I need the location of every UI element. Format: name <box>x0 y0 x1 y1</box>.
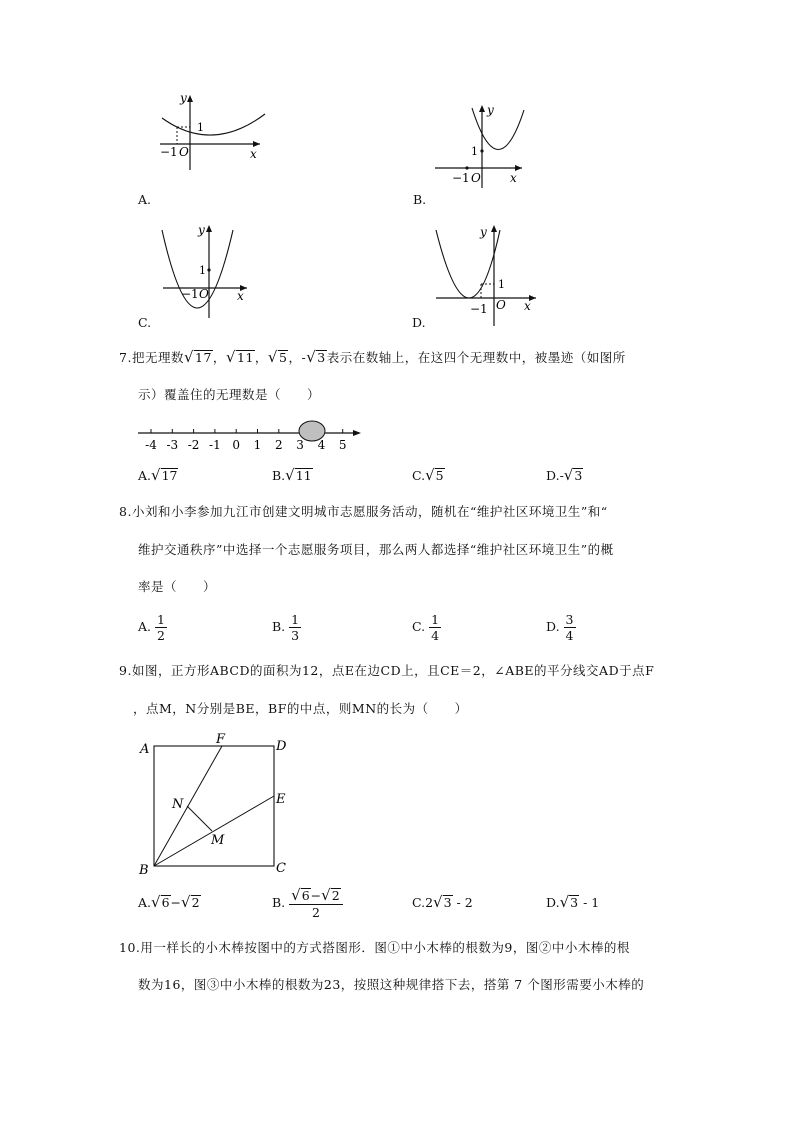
q9-option-b-fraction <box>289 886 343 920</box>
q7-option-a-label: A. <box>138 468 152 483</box>
sqrt-icon <box>321 888 331 903</box>
tick-label: -1 <box>209 438 221 452</box>
graph-c-y-label: y <box>198 223 205 237</box>
q7-option-b[interactable] <box>272 468 313 483</box>
sqrt-icon <box>226 350 236 365</box>
denominator: 4 <box>431 628 440 643</box>
q10-line2: 数为16，图③中小木棒的根数为23，按照这种规律搭下去，搭第 7 个图形需要小木棒的 <box>138 977 645 992</box>
graph-a <box>150 92 280 172</box>
graph-d <box>428 222 543 328</box>
q7-option-c[interactable] <box>412 468 445 483</box>
q8-line2: 维护交通秩序”中选择一个志愿服务项目，那么两人都选择“维护社区环境卫生”的概 <box>138 542 614 557</box>
q7-number-line <box>136 418 366 456</box>
graph-b-y-label: y <box>487 103 494 117</box>
sqrt-icon <box>291 888 301 903</box>
q9-line1 <box>119 665 654 678</box>
q9-line2: ，点M，N分别是BE，BF的中点，则MN的长为（ ） <box>133 701 468 716</box>
tick-label: 1 <box>253 438 262 452</box>
q9-option-c-tail: - 2 <box>456 895 473 910</box>
q9-option-c-radicand: 3 <box>443 895 452 910</box>
q9-option-b-minus: − <box>310 888 322 903</box>
graph-b-origin: O <box>471 171 481 185</box>
tick-label: 3 <box>296 438 304 452</box>
q8-option-c-label: C. <box>412 619 426 634</box>
denominator: 2 <box>157 628 165 643</box>
graph-b-neg1: −1 <box>452 171 470 185</box>
sqrt-icon <box>184 350 194 365</box>
graph-c-origin: O <box>199 287 209 301</box>
sqrt-icon <box>268 350 278 365</box>
graph-a-y-label: y <box>180 92 187 105</box>
point-c: C <box>276 861 286 876</box>
graph-c-neg1: −1 <box>181 287 199 301</box>
point-e: E <box>276 792 286 807</box>
numerator: 1 <box>157 612 165 627</box>
sqrt-icon <box>425 468 435 483</box>
sqrt-icon <box>433 895 443 910</box>
q7-line1 <box>119 350 626 365</box>
q8-option-d-label: D. <box>546 619 560 634</box>
q8-option-b-fraction <box>289 612 301 643</box>
graph-d-origin: O <box>496 298 506 312</box>
graph-b-one: 1 <box>471 145 478 158</box>
q9-number: 9. <box>119 663 132 678</box>
q7-neg: - <box>301 350 307 365</box>
graph-c <box>155 222 255 328</box>
q8-option-c-fraction <box>429 612 441 643</box>
graph-b <box>430 100 540 190</box>
q9-option-b[interactable] <box>272 886 343 920</box>
q7-option-c-radicand: 5 <box>435 468 444 483</box>
q9-option-a-radicand-1: 6 <box>161 895 170 910</box>
tick-label: -3 <box>166 438 179 452</box>
tick-label: 5 <box>338 438 347 452</box>
q8-option-c[interactable] <box>412 612 441 643</box>
sqrt-icon <box>285 468 295 483</box>
tick-label: -2 <box>187 438 200 452</box>
q9-option-a-radicand-2: 2 <box>191 895 200 910</box>
q7-option-a-radicand: 17 <box>161 468 178 483</box>
q7-radicand-4: 3 <box>317 350 326 365</box>
q9-option-c-label: C. <box>412 895 426 910</box>
graph-a-x-label: x <box>250 147 257 161</box>
sqrt-icon <box>151 468 161 483</box>
q7-option-b-radicand: 11 <box>295 468 312 483</box>
q9-option-b-radicand-1: 6 <box>301 888 310 903</box>
graph-d-neg1: −1 <box>470 302 488 316</box>
q7-prefix: 把无理数 <box>131 350 184 365</box>
q8-option-b[interactable] <box>272 612 301 643</box>
sqrt-icon <box>306 350 316 365</box>
tick-label: 0 <box>232 438 241 452</box>
graph-a-neg1: −1 <box>160 145 178 159</box>
q8-line1 <box>119 506 608 519</box>
q7-option-b-label: B. <box>272 468 286 483</box>
numerator <box>289 886 343 905</box>
sqrt-icon <box>181 895 191 910</box>
denominator: 2 <box>311 905 320 920</box>
q9-option-b-radicand-2: 2 <box>331 888 340 903</box>
q9-square-figure <box>135 730 295 876</box>
graph-a-one: 1 <box>197 121 204 134</box>
q8-option-b-label: B. <box>272 619 286 634</box>
graph-d-option-label: D. <box>412 315 426 330</box>
q9-option-d-radicand: 3 <box>570 895 579 910</box>
q9-option-a[interactable] <box>138 895 201 910</box>
denominator: 3 <box>291 628 300 643</box>
tick-label: 2 <box>274 438 283 452</box>
tick-label: -4 <box>145 438 157 452</box>
q7-radicand-1: 17 <box>195 350 212 365</box>
sqrt-icon <box>560 895 570 910</box>
q7-option-a[interactable] <box>138 468 178 483</box>
q7-sep-3: ， <box>288 350 302 365</box>
q8-line3: 率是（ ） <box>138 579 217 594</box>
graph-a-origin: O <box>179 145 189 159</box>
graph-a-option-label: A. <box>138 192 152 207</box>
graph-c-one: 1 <box>199 264 206 277</box>
q8-number: 8. <box>119 504 132 519</box>
graph-d-one: 1 <box>498 278 505 291</box>
q9-option-c-coef: 2 <box>425 895 434 910</box>
graph-d-x-label: x <box>524 299 531 313</box>
q9-option-c[interactable] <box>412 895 473 910</box>
tick-label: 4 <box>317 438 326 452</box>
q9-line1-text: 如图，正方形ABCD的面积为12，点E在边CD上，且CE＝2，∠ABE的平分线交AD于点F <box>131 663 655 678</box>
q7-radicand-2: 11 <box>237 350 254 365</box>
q7-number: 7. <box>119 350 132 365</box>
q9-option-d-label: D. <box>546 895 560 910</box>
q7-option-d-label: D. <box>546 468 560 483</box>
point-f: F <box>216 732 226 747</box>
q9-option-a-label: A. <box>138 895 152 910</box>
q9-option-a-minus: − <box>170 895 182 910</box>
q7-radicand-3: 5 <box>278 350 288 365</box>
q7-line2: 示）覆盖住的无理数是（ ） <box>138 387 321 402</box>
numerator: 3 <box>565 612 574 627</box>
point-d: D <box>276 739 287 754</box>
point-b: B <box>139 863 149 876</box>
point-m: M <box>211 833 225 848</box>
q7-option-d[interactable] <box>546 468 583 483</box>
q7-option-c-label: C. <box>412 468 426 483</box>
point-n: N <box>172 797 184 812</box>
sqrt-icon <box>151 895 161 910</box>
q7-option-d-neg: - <box>559 468 564 483</box>
q8-option-a[interactable] <box>138 612 167 643</box>
denominator: 4 <box>565 628 574 643</box>
graph-c-x-label: x <box>237 289 244 303</box>
q7-sep-2: ， <box>254 350 268 365</box>
q7-sep-1: ， <box>212 350 226 365</box>
graph-d-y-label: y <box>480 225 487 239</box>
q7-suffix: 表示在数轴上，在这四个无理数中，被墨迹（如图所 <box>326 350 626 365</box>
q7-option-d-radicand: 3 <box>574 468 583 483</box>
q8-option-a-fraction <box>155 612 167 643</box>
q9-option-d-tail: - 1 <box>583 895 600 910</box>
q8-option-d-fraction <box>564 612 576 643</box>
q10-line1-text: 用一样长的小木棒按图中的方式搭图形．图①中小木棒的根数为9，图②中小木棒的根 <box>140 940 630 955</box>
q10-number: 10. <box>119 940 141 955</box>
numerator: 1 <box>291 612 300 627</box>
q9-option-d[interactable] <box>546 895 599 910</box>
q10-line1 <box>119 942 630 955</box>
q8-option-a-label: A. <box>138 619 152 634</box>
graph-c-option-label: C. <box>138 315 152 330</box>
sqrt-icon <box>564 468 574 483</box>
graph-b-x-label: x <box>510 171 517 185</box>
q8-option-d[interactable] <box>546 612 576 643</box>
graph-b-option-label: B. <box>413 192 427 207</box>
q9-option-b-label: B. <box>272 894 286 910</box>
ink-blot <box>299 421 325 441</box>
numerator: 1 <box>431 612 440 627</box>
q8-line1-text: 小刘和小李参加九江市创建文明城市志愿服务活动，随机在“维护社区环境卫生”和“ <box>131 504 608 519</box>
point-a: A <box>140 742 150 757</box>
